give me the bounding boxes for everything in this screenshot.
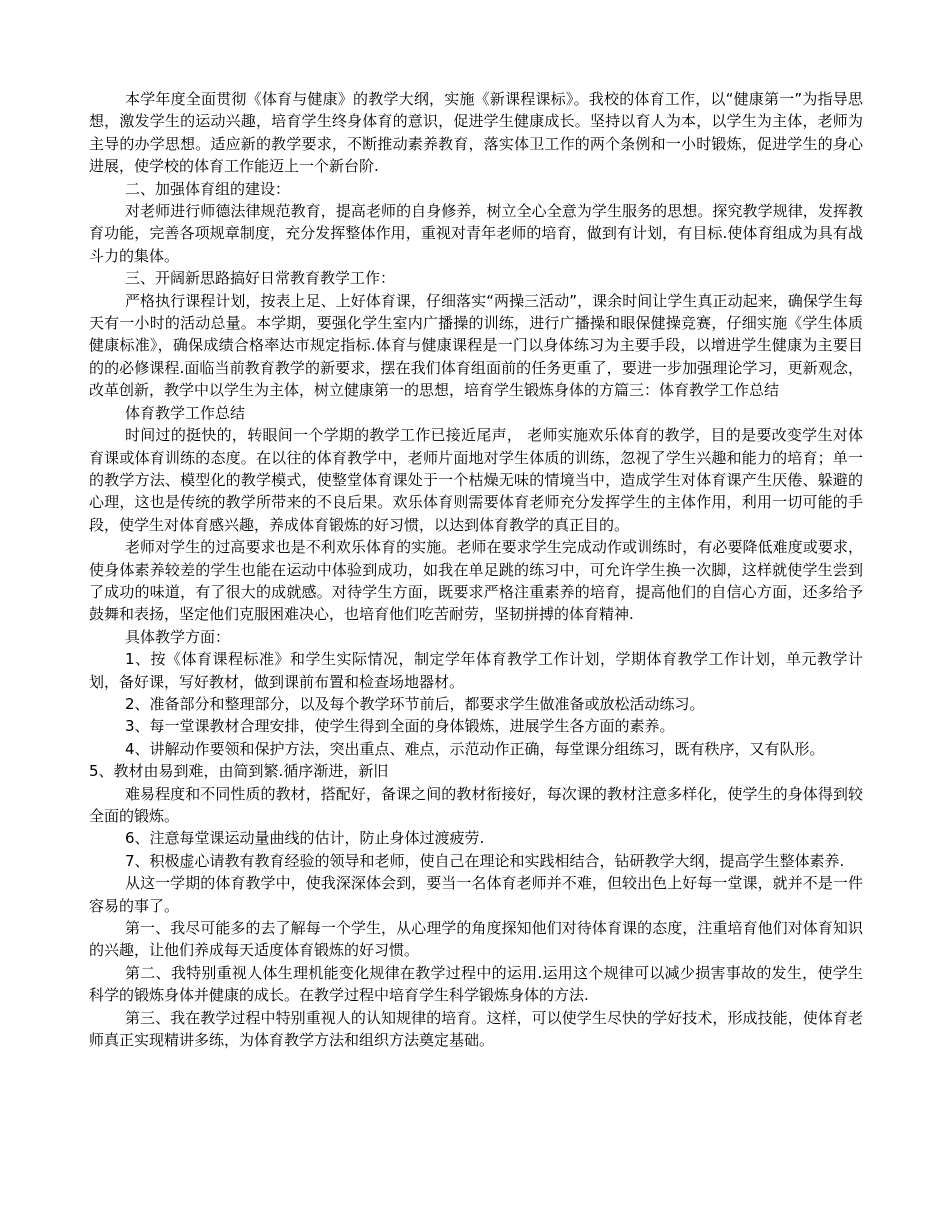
list-item-6: 6、注意每堂课运动量曲线的估计，防止身体过渡疲劳. <box>125 829 485 848</box>
list-item-4: 4、讲解动作要领和保护方法，突出重点、难点，示范动作正确，每堂课分组练习，既有秩序，又有队形。 <box>125 739 825 758</box>
paragraph-curriculum-plan: 严格执行课程计划，按表上足、上好体育课，仔细落实“两操三活动”，课余时间让学生真正动起来，确保学生每天有一小时的活动总量。本学期，要强化学生室内广播操的训练，进行广播操和眼保健操竞赛，仔细实施《学生体质健康标准》，确保成绩合格率达市规定指标.体育与健康课程是一门以身体练习为主要手段，以增进学生健康为主要目的的必修课程.面临当前教育教学的新要求，摆在我们体育组面前的任务更重了，要进一步加强理论学习，更新观念，改革创新，教学中以学生为主体，树立健康第一的思想，培育学生锻炼身体的方篇三：体育教学工作总结 <box>89 291 863 400</box>
summary-title: 体育教学工作总结 <box>125 403 246 422</box>
list-item-2: 2、准备部分和整理部分，以及每个教学环节前后，都要求学生做准备或放松活动练习。 <box>125 694 705 713</box>
paragraph-intro: 本学年度全面贯彻《体育与健康》的教学大纲，实施《新课程课标》。我校的体育工作，以“健康第一”为指导思想，激发学生的运动兴趣，培育学生终身体育的意识，促进学生健康成长。坚持以育人为本，以学生为主体，老师为主导的办学思想。适应新的教学要求，不断推动素养教育，落实体卫工作的两个条例和一小时锻炼，促进学生的身心进展，使学校的体育工作能迈上一个新台阶. <box>89 90 863 176</box>
list-item-1: 1、按《体育课程标准》和学生实际情况，制定学年体育教学工作计划，学期体育教学工作计划，单元教学计划，备好课，写好教材，做到课前布置和检查场地器材。 <box>89 650 863 691</box>
paragraph-third: 第三、我在教学过程中特别重视人的认知规律的培育。这样，可以使学生尽快的学好技术，形成技能，使体育老师真正实现精讲多练，为体育教学方法和组织方法奠定基础。 <box>89 1008 863 1050</box>
paragraph-happy-pe: 时间过的挺快的，转眼间一个学期的教学工作已接近尾声， 老师实施欢乐体育的教学，目的是要改变学生对体育课或体育训练的态度。在以往的体育教学中，老师片面地对学生体质的训练，忽视了学生兴趣和能力的培育；单一的教学方法、模型化的教学模式，使整堂体育课处于一个枯燥无味的情境当中，造成学生对体育课产生厌倦、躲避的心理，这也是传统的教学所带来的不良后果。欢乐体育则需要体育老师充分发挥学生的主体作用，利用一切可能的手段，使学生对体育感兴趣，养成体育锻炼的好习惯，以达到体育教学的真正目的。 <box>89 426 863 534</box>
section-heading-2: 二、加强体育组的建设： <box>125 179 291 198</box>
section-heading-3: 三、开阔新思路搞好日常教育教学工作： <box>125 269 396 288</box>
paragraph-requirements: 老师对学生的过高要求也是不利欢乐体育的实施。老师在要求学生完成动作或训练时，有必要降低难度或要求，使身体素养较差的学生也能在运动中体验到成功，如我在单足跳的练习中，可允许学生换一次脚，这样就使学生尝到了成功的味道，有了很大的成就感。对待学生方面，既要求严格注重素养的培育，提高他们的自信心方面，还多给予鼓舞和表扬，坚定他们克服困难决心，也培育他们吃苦耐劳，坚韧拼搏的体育精神. <box>89 538 863 624</box>
list-item-5: 5、教材由易到难，由简到繁.循序渐进，新旧 <box>89 762 389 781</box>
list-item-3: 3、每一堂课教材合理安排，使学生得到全面的身体锻炼，进展学生各方面的素养。 <box>125 717 675 736</box>
paragraph-second: 第二、我特别重视人体生理机能变化规律在教学过程中的运用.运用这个规律可以减少损害事故的发生，使学生科学的锻炼身体并健康的成长。在教学过程中培育学生科学锻炼身体的方法. <box>89 963 863 1005</box>
document-body <box>89 88 863 1051</box>
paragraph-reflection: 从这一学期的体育教学中，使我深深体会到，要当一名体育老师并不难，但较出色上好每一堂课，就并不是一件容易的事了。 <box>89 874 863 915</box>
teaching-aspects-heading: 具体教学方面： <box>125 627 231 646</box>
list-item-5-continued: 难易程度和不同性质的教材，搭配好，备课之间的教材衔接好，每次课的教材注意多样化，使学生的身体得到较全面的锻炼。 <box>89 784 863 825</box>
paragraph-teacher-education: 对老师进行师德法律规范教育，提高老师的自身修养，树立全心全意为学生服务的思想。探究教学规律，发挥教育功能，完善各项规章制度，充分发挥整体作用，重视对青年老师的培育，做到有计划，有目标.使体育组成为具有战斗力的集体。 <box>89 202 863 265</box>
list-item-7: 7、积极虚心请教有教育经验的领导和老师，使自己在理论和实践相结合，钻研教学大纲，提高学生整体素养. <box>125 851 845 870</box>
paragraph-first: 第一、我尽可能多的去了解每一个学生，从心理学的角度探知他们对待体育课的态度，注重培育他们对体育知识的兴趣，让他们养成每天适度体育锻炼的好习惯。 <box>89 919 863 960</box>
